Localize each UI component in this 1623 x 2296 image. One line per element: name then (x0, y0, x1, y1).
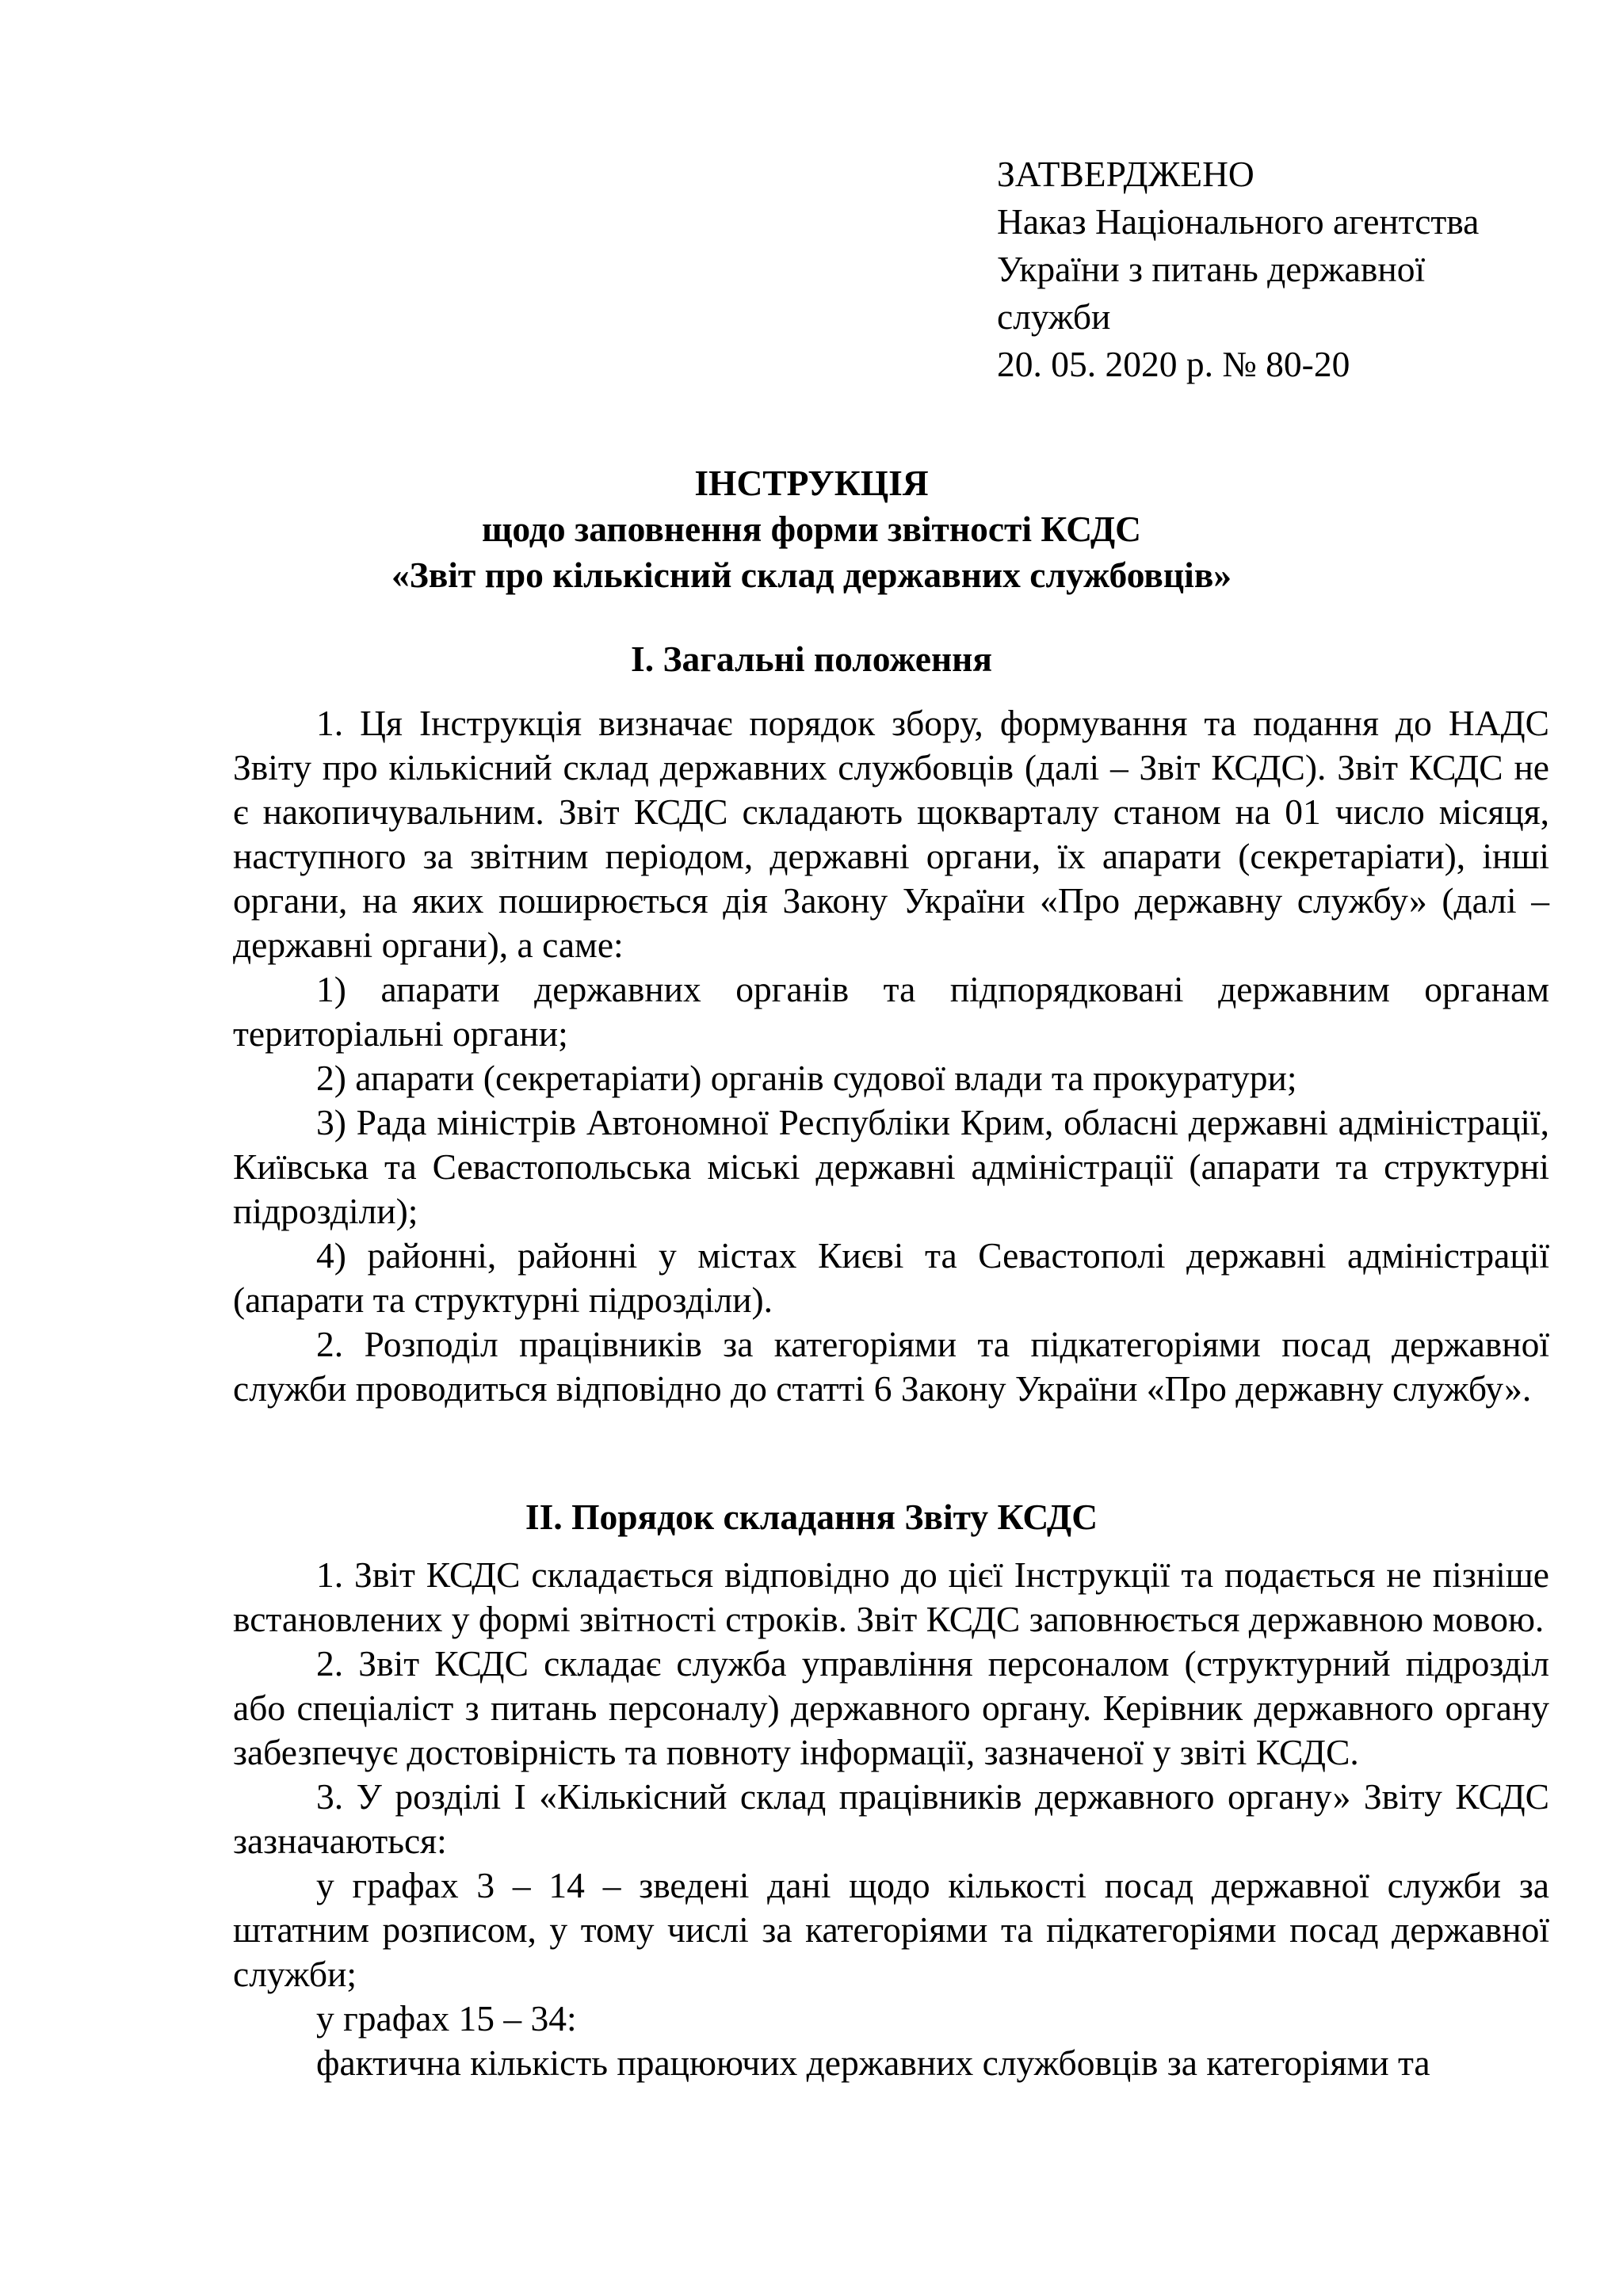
section-1-paragraph: 3) Рада міністрів Автономної Республіки Крим, обласні державні адміністрації, Київська та Севастопольська міські державні адміністрації (апарати та структурні підрозділи); (233, 1102, 1549, 1231)
section-1-heading: I. Загальні положення (631, 639, 992, 679)
section-2-paragraph: 2. Звіт КСДС складає служба управління персоналом (структурний підрозділ або спеціаліст з питань персоналу) державного органу. Керівник державного органу забезпечує достовірність та повноту інформації, зазначеної у звіті КСДС. (233, 1643, 1549, 1772)
section-2-heading: II. Порядок складання Звіту КСДС (525, 1497, 1098, 1537)
title-subtitle-2: «Звіт про кількісний склад державних службовців» (391, 555, 1232, 595)
section-1-paragraph: 2) апарати (секретаріати) органів судової влади та прокуратури; (316, 1058, 1297, 1098)
section-1-body (233, 701, 1549, 1411)
section-1-paragraph: 1. Ця Інструкція визначає порядок збору, формування та подання до НАДС Звіту про кількісний склад державних службовців (далі – Звіт КСДС). Звіт КСДС не є накопичувальним. Звіт КСДС складають щокварталу станом на 01 число місяця, наступного за звітним періодом, державні органи, їх апарати (секретаріати), інші органи, на яких поширюється дія Закону України «Про державну службу» (далі – державні органи), а саме: (233, 703, 1549, 965)
approval-order-line-3: служби (997, 296, 1111, 337)
section-2-body (233, 1553, 1549, 2085)
section-2-paragraph: фактична кількість працюючих державних службовців за категоріями та (316, 2042, 1430, 2083)
approval-order-line-1: Наказ Національного агентства (997, 201, 1480, 242)
approval-label: ЗАТВЕРДЖЕНО (997, 154, 1254, 194)
section-2-paragraph: 3. У розділі I «Кількісний склад працівників державного органу» Звіту КСДС зазначаються: (233, 1776, 1549, 1861)
section-2-paragraph: 1. Звіт КСДС складається відповідно до цієї Інструкції та подається не пізніше встановлених у формі звітності строків. Звіт КСДС заповнюється державною мовою. (233, 1554, 1549, 1639)
section-2-paragraph: у графах 3 – 14 – зведені дані щодо кількості посад державної служби за штатним розписом, у тому числі за категоріями та підкатегоріями посад державної служби; (233, 1865, 1549, 1994)
approval-date-number: 20. 05. 2020 р. № 80-20 (997, 344, 1350, 384)
title-subtitle-1: щодо заповнення форми звітності КСДС (481, 509, 1142, 549)
approval-stamp (997, 151, 1479, 388)
section-1-paragraph: 1) апарати державних органів та підпорядковані державним органам територіальні органи; (233, 969, 1549, 1054)
approval-order-line-2: України з питань державної (997, 249, 1426, 289)
section-1-paragraph: 2. Розподіл працівників за категоріями та підкатегоріями посад державної служби проводиться відповідно до статті 6 Закону України «Про державну службу». (233, 1324, 1549, 1409)
title-main: ІНСТРУКЦІЯ (694, 463, 929, 503)
document-title (0, 460, 1623, 598)
section-2-paragraph: у графах 15 – 34: (316, 1998, 577, 2039)
section-1-paragraph: 4) районні, районні у містах Києві та Севастополі державні адміністрації (апарати та структурні підрозділи). (233, 1235, 1549, 1320)
